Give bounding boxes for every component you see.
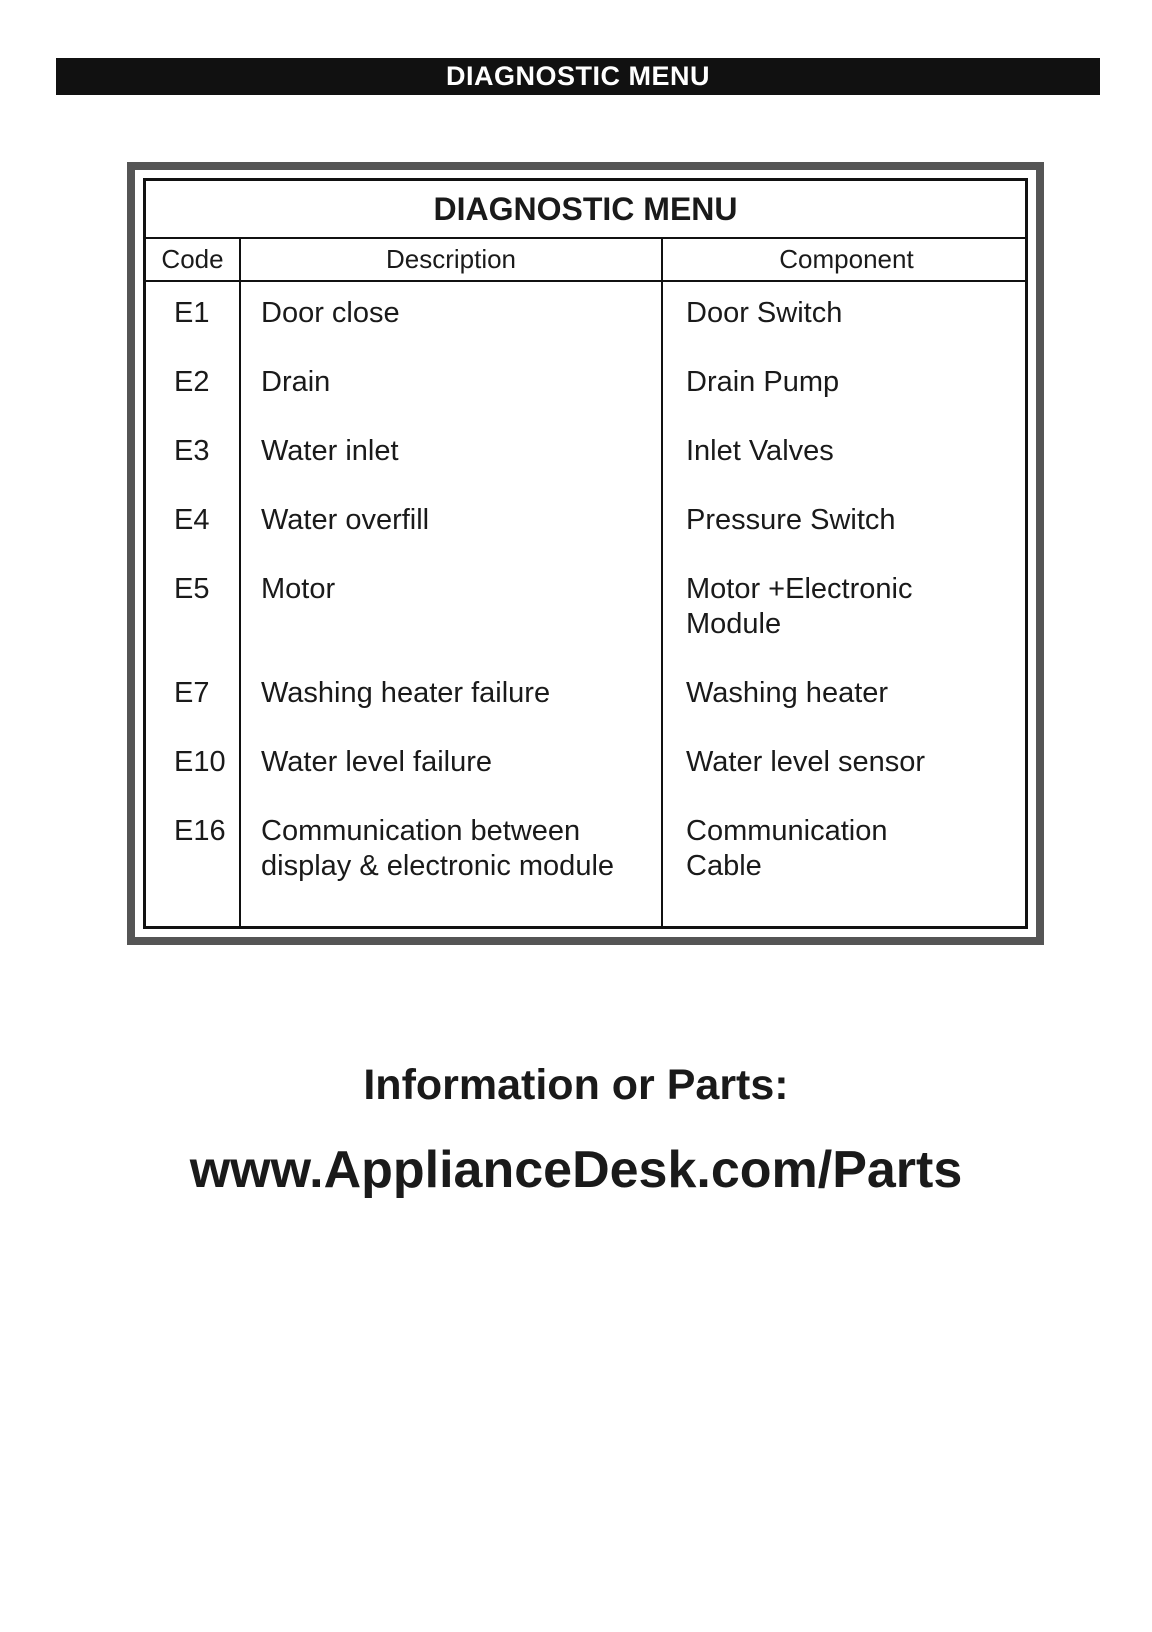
error-description: display & electronic module (261, 850, 615, 882)
column-header-component: Component (779, 244, 914, 274)
error-component: Motor +Electronic (686, 573, 913, 605)
header-bar (56, 58, 1100, 95)
table-title: DIAGNOSTIC MENU (146, 181, 1025, 239)
error-description: Door close (261, 297, 400, 329)
error-component: Module (686, 608, 782, 640)
error-component: Door Switch (686, 297, 843, 329)
error-description: Water inlet (261, 435, 399, 467)
error-component: Cable (686, 850, 762, 882)
column-header-description: Description (385, 244, 517, 274)
info-title: Information or Parts: (363, 1061, 789, 1109)
parts-url: www.ApplianceDesk.com/Parts (189, 1141, 963, 1199)
column-header-code: Code (161, 244, 224, 274)
error-description: Motor (261, 573, 336, 605)
error-code: E10 (174, 746, 226, 778)
error-description: Drain (261, 366, 331, 398)
error-component: Water level sensor (686, 746, 926, 778)
error-code: E2 (174, 366, 210, 398)
diagnostic-table (143, 178, 1028, 929)
error-component: Communication (686, 815, 888, 847)
header-divider (146, 280, 1025, 282)
error-code: E1 (174, 297, 210, 329)
error-code: E3 (174, 435, 210, 467)
error-code: E16 (174, 815, 226, 847)
error-description: Water overfill (261, 504, 430, 536)
column-divider (239, 239, 241, 926)
error-description: Communication between (261, 815, 581, 847)
error-description: Water level failure (261, 746, 493, 778)
error-component: Pressure Switch (686, 504, 896, 536)
diagnostic-table-frame (127, 162, 1044, 945)
header-title: DIAGNOSTIC MENU (446, 61, 710, 91)
error-code: E7 (174, 677, 210, 709)
column-divider (661, 239, 663, 926)
error-component: Washing heater (686, 677, 889, 709)
error-component: Drain Pump (686, 366, 840, 398)
error-code: E4 (174, 504, 210, 536)
error-code: E5 (174, 573, 210, 605)
error-component: Inlet Valves (686, 435, 834, 467)
error-description: Washing heater failure (261, 677, 551, 709)
